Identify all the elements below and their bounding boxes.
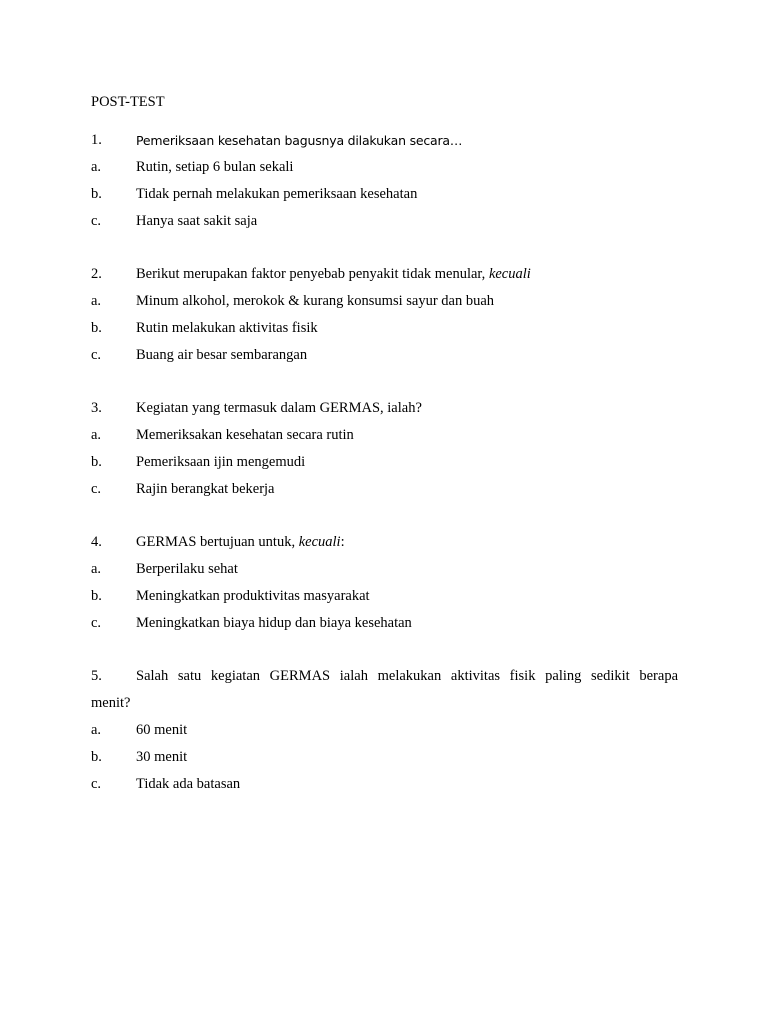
question-number: 3.	[91, 400, 102, 416]
option-c	[91, 342, 678, 369]
question-number: 4.	[91, 534, 102, 550]
option-text: 30 menit	[136, 749, 188, 765]
option-text: Tidak pernah melakukan pemeriksaan kesehatan	[136, 186, 418, 202]
option-text: 60 menit	[136, 722, 188, 738]
question-text: Pemeriksaan kesehatan bagusnya dilakukan secara…	[136, 133, 463, 148]
option-a	[91, 717, 678, 744]
option-text: Tidak ada batasan	[136, 776, 241, 792]
option-a	[91, 556, 678, 583]
question-number: 5.	[91, 668, 102, 684]
option-a	[91, 422, 678, 449]
option-letter: a.	[91, 159, 102, 175]
question-text	[136, 529, 678, 556]
option-text: Rutin, setiap 6 bulan sekali	[136, 159, 294, 175]
option-letter: b.	[91, 454, 102, 470]
option-letter: a.	[91, 561, 102, 577]
question-2	[91, 261, 678, 369]
question-text-continuation: menit?	[91, 695, 131, 711]
question-text: Salah satu kegiatan GERMAS ialah melakukan aktivitas fisik paling sedikit berapa	[136, 668, 678, 684]
document-page	[91, 90, 678, 824]
option-text: Buang air besar sembarangan	[136, 347, 308, 363]
option-text: Hanya saat sakit saja	[136, 213, 258, 229]
option-letter: b.	[91, 320, 102, 336]
question-number: 2.	[91, 266, 102, 282]
option-letter: a.	[91, 722, 102, 738]
option-text: Pemeriksaan ijin mengemudi	[136, 454, 306, 470]
question-1-stem	[91, 127, 678, 154]
option-letter: b.	[91, 588, 102, 604]
option-text: Meningkatkan produktivitas masyarakat	[136, 588, 370, 604]
option-text: Memeriksakan kesehatan secara rutin	[136, 427, 354, 443]
option-letter: b.	[91, 749, 102, 765]
document-title: POST-TEST	[91, 94, 165, 110]
question-4	[91, 529, 678, 637]
option-c	[91, 208, 678, 235]
question-1	[91, 127, 678, 235]
option-c	[91, 476, 678, 503]
option-c	[91, 610, 678, 637]
question-text-main: Berikut merupakan faktor penyebab penyakit tidak menular,	[136, 266, 489, 282]
option-b	[91, 449, 678, 476]
question-3-stem	[91, 395, 678, 422]
option-b	[91, 744, 678, 771]
question-2-stem	[91, 261, 678, 288]
option-text: Rutin melakukan aktivitas fisik	[136, 320, 318, 336]
option-text: Meningkatkan biaya hidup dan biaya kesehatan	[136, 615, 412, 631]
option-b	[91, 315, 678, 342]
option-letter: c.	[91, 776, 102, 792]
question-4-stem	[91, 529, 678, 556]
option-letter: c.	[91, 213, 102, 229]
option-text: Rajin berangkat bekerja	[136, 481, 275, 497]
option-a	[91, 154, 678, 181]
question-text: Kegiatan yang termasuk dalam GERMAS, ialah?	[136, 400, 422, 416]
option-a	[91, 288, 678, 315]
question-5	[91, 663, 678, 798]
question-3	[91, 395, 678, 503]
option-b	[91, 181, 678, 208]
option-text: Minum alkohol, merokok & kurang konsumsi sayur dan buah	[136, 293, 495, 309]
option-letter: c.	[91, 347, 102, 363]
question-5-stem	[91, 663, 678, 690]
question-text-suffix: :	[340, 534, 345, 550]
option-letter: a.	[91, 293, 102, 309]
option-letter: b.	[91, 186, 102, 202]
option-c	[91, 771, 678, 798]
option-text: Berperilaku sehat	[136, 561, 238, 577]
option-letter: c.	[91, 615, 102, 631]
question-number: 1.	[91, 132, 102, 148]
question-text-emphasis: kecuali	[298, 534, 341, 550]
question-text-emphasis: kecuali	[488, 266, 531, 282]
option-letter: a.	[91, 427, 102, 443]
question-text-main: GERMAS bertujuan untuk,	[136, 534, 299, 550]
option-b	[91, 583, 678, 610]
option-letter: c.	[91, 481, 102, 497]
question-text	[136, 261, 678, 288]
